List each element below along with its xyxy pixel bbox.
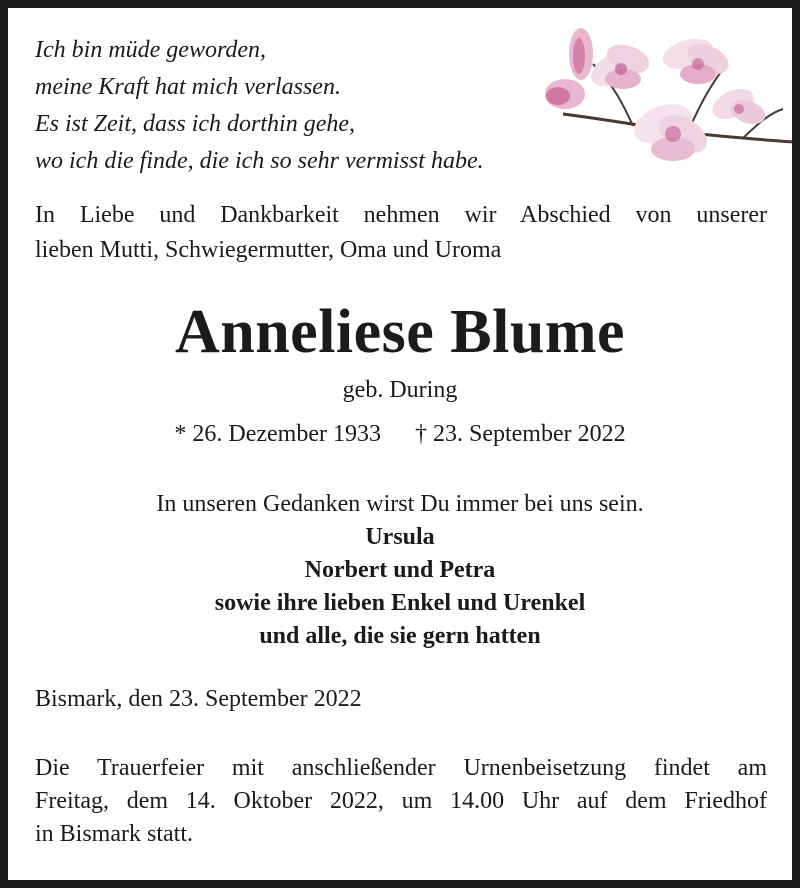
mourner-line: und alle, die sie gern hatten: [259, 623, 541, 649]
birth-date: * 26. Dezember 1933: [174, 421, 381, 447]
birth-name: geb. During: [342, 377, 458, 403]
notice-line: in Bismark statt.: [35, 821, 193, 847]
mourner-line: sowie ihre lieben Enkel und Urenkel: [214, 590, 586, 616]
death-date: † 23. September 2022: [414, 421, 626, 447]
mourner-line: Norbert und Petra: [304, 557, 496, 583]
magnolia-branch-image: [513, 14, 792, 179]
obituary-notice: [8, 8, 792, 880]
poem-line: Ich bin müde geworden,: [35, 37, 267, 63]
intro-text: [35, 198, 767, 268]
poem: [35, 32, 484, 180]
life-dates: [8, 418, 792, 450]
intro-line: lieben Mutti, Schwiegermutter, Oma und Uroma: [35, 237, 502, 263]
poem-line: Es ist Zeit, dass ich dorthin gehe,: [35, 111, 355, 137]
poem-line: wo ich die finde, die ich so sehr vermisst habe.: [35, 148, 484, 174]
intro-line: In Liebe und Dankbarkeit nehmen wir Abschied von unserer: [35, 202, 767, 228]
place-and-date: Bismark, den 23. September 2022: [35, 686, 362, 712]
mourner-line: Ursula: [365, 524, 435, 550]
mourners-list: [8, 521, 792, 653]
memorial-sentence: In unseren Gedanken wirst Du immer bei uns sein.: [156, 491, 644, 517]
notice-line: Die Trauerfeier mit anschließender Urnenbeisetzung findet am: [35, 755, 767, 781]
notice-line: Freitag, dem 14. Oktober 2022, um 14.00 Uhr auf dem Friedhof: [35, 788, 767, 814]
deceased-name: Anneliese Blume: [174, 298, 626, 366]
poem-line: meine Kraft hat mich verlassen.: [35, 74, 341, 100]
funeral-notice: [35, 752, 767, 851]
